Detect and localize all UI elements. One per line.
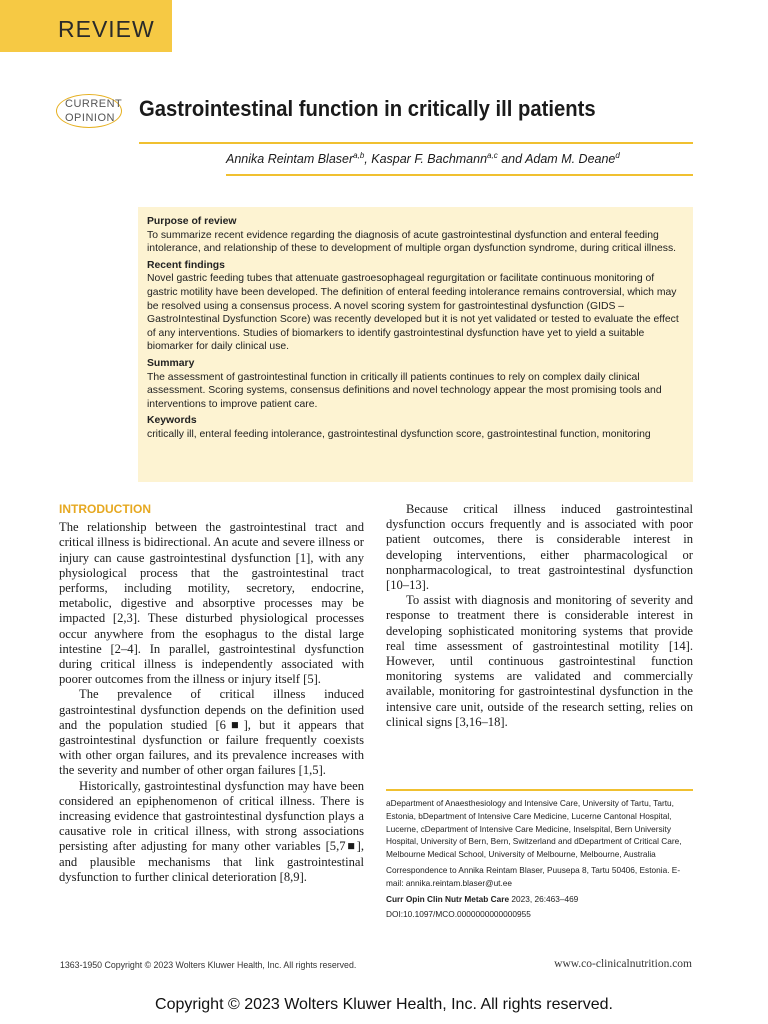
footer-url[interactable]: www.co-clinicalnutrition.com	[554, 958, 692, 970]
title-rule	[139, 142, 693, 144]
author-name: Kaspar F. Bachmann	[371, 152, 488, 167]
author-affiliation: d	[615, 151, 620, 160]
body-paragraph: To assist with diagnosis and monitoring of severity and response to treatment there is considerable interest in developing sophisticated monitoring systems that provide real time assessment of gastrointestinal motility [14]. However, until continuous gastrointestinal function monitoring systems are validated and commercially available, monitoring for gastrointestinal dysfunction in the intensive care unit, outside of the research setting, relies on clinical signs [3,16–18].	[386, 593, 693, 729]
copyright-watermark: Copyright © 2023 Wolters Kluwer Health, Inc. All rights reserved.	[155, 996, 613, 1013]
author-list: Annika Reintam Blaser$^{a,b}$, Kaspar F. Bachmann$^{a,c}$ and Adam M. Deane$^d$	[226, 151, 620, 167]
left-column	[59, 502, 364, 885]
affiliations: aDepartment of Anaesthesiology and Intensive Care, University of Tartu, Tartu, Estonia, bDepartment of Intensive Care Medicine, Lucerne Cantonal Hospital, Lucerne, cDepartment of Intensive Care Medicine, Inselspital, Bern University Hospital, University of Bern, Bern, Switzerland and dDepartment of Critical Care, Melbourne Medical School, University of Melbourne, Melbourne, Australia	[386, 798, 682, 860]
abstract-box	[138, 207, 693, 482]
current-opinion-logo	[56, 94, 122, 128]
right-column	[386, 502, 693, 730]
findings-text: Novel gastric feeding tubes that attenuate gastroesophageal regurgitation or facilitate continuous monitoring of gastric motility have been developed. The definition of enteral feeding intolerance remains controversial, which may be resolved using a consensus process. A novel scoring system for gastrointestinal dysfunction (GIDS – GastroIntestinal Dysfunction Score) was recently developed but it is not yet validated or tested to evaluate the effect of any interventions. Studies of biomarkers to identify gastrointestinal dysfunction have yet to yield a suitable biomarker for daily clinical use.	[147, 273, 679, 353]
keywords-heading: Keywords	[147, 415, 197, 427]
author-name: Annika Reintam Blaser	[226, 152, 354, 167]
body-paragraph: Historically, gastrointestinal dysfunction may have been considered an epiphenomenon of critical illness. There is increasing evidence that gastrointestinal dysfunction plays a causative role in critical illness, with strong associations persisting after adjusting for many other variables [5,7■], and plausible mechanisms that link gastrointestinal dysfunction to further clinical deterioration [8,9].	[59, 778, 364, 884]
summary-text: The assessment of gastrointestinal function in critically ill patients continues to rely on complex daily clinical assessment. Scoring systems, consensus definitions and novel technology appear the most promising tools and interventions to improve patient care.	[147, 371, 662, 410]
author-name: Adam M. Deane	[525, 152, 616, 167]
author-rule	[226, 174, 693, 176]
keywords-text: critically ill, enteral feeding intolerance, gastrointestinal dysfunction score, gastrointestinal function, monitoring	[147, 428, 651, 440]
footnote-rule	[386, 789, 693, 791]
doi: DOI:10.1097/MCO.0000000000000955	[386, 909, 531, 920]
article-title: Gastrointestinal function in critically ill patients	[139, 96, 596, 121]
purpose-heading: Purpose of review	[147, 216, 237, 227]
findings-heading: Recent findings	[147, 259, 225, 271]
section-tab	[0, 0, 172, 52]
author-affiliation: a,b	[353, 151, 365, 160]
section-heading: INTRODUCTION	[59, 502, 151, 516]
footnotes	[386, 797, 693, 924]
author-affiliation: a,c	[487, 151, 498, 160]
body-paragraph: The relationship between the gastrointestinal tract and critical illness is bidirectional. An acute and severe illness or injury can cause gastrointestinal dysfunction [1], with any physiological process that the gastrointestinal tract performs, including motility, secretory, endocrine, metabolic, digestive and absorptive processes may be impacted [2,3]. These disturbed physiological processes occur anywhere from the esophagus to the distal large intestine [2–4]. In parallel, gastrointestinal dysfunction during critical illness is independently associated with poorer outcomes from the illness or injury itself [5].	[59, 520, 364, 687]
journal-citation	[386, 893, 693, 906]
logo-line-1: CURRENT	[65, 98, 123, 110]
body-paragraph: The prevalence of critical illness induced gastrointestinal dysfunction depends on the definition used and the population studied [6■], but it appears that gastrointestinal dysfunction or failure frequently coexists with other organ failures, and its prevalence increases with the severity and number of other organ failures [1,5].	[59, 687, 364, 778]
body-paragraph: Because critical illness induced gastrointestinal dysfunction occurs frequently and is associated with poor patient outcomes, there is considerable interest in developing interventions, either pharmacological or nonpharmacological, to treat gastrointestinal dysfunction [10–13].	[386, 502, 693, 593]
logo-line-2: OPINION	[65, 112, 115, 124]
correspondence: Correspondence to Annika Reintam Blaser, Puusepa 8, Tartu 50406, Estonia. E-mail: annika.reintam.blaser@ut.ee	[386, 864, 681, 888]
summary-heading: Summary	[147, 357, 195, 369]
purpose-text: To summarize recent evidence regarding the diagnosis of acute gastrointestinal dysfunction and enteral feeding intolerance, and relationship of these to development of multiple organ dysfunction syndrome, during critical illness.	[147, 229, 677, 255]
journal-detail: 2023, 26:463–469	[509, 893, 579, 904]
journal-name: Curr Opin Clin Nutr Metab Care	[386, 893, 510, 904]
section-label: REVIEW	[58, 16, 155, 42]
footer-copyright: 1363-1950 Copyright © 2023 Wolters Kluwer Health, Inc. All rights reserved.	[60, 960, 357, 970]
